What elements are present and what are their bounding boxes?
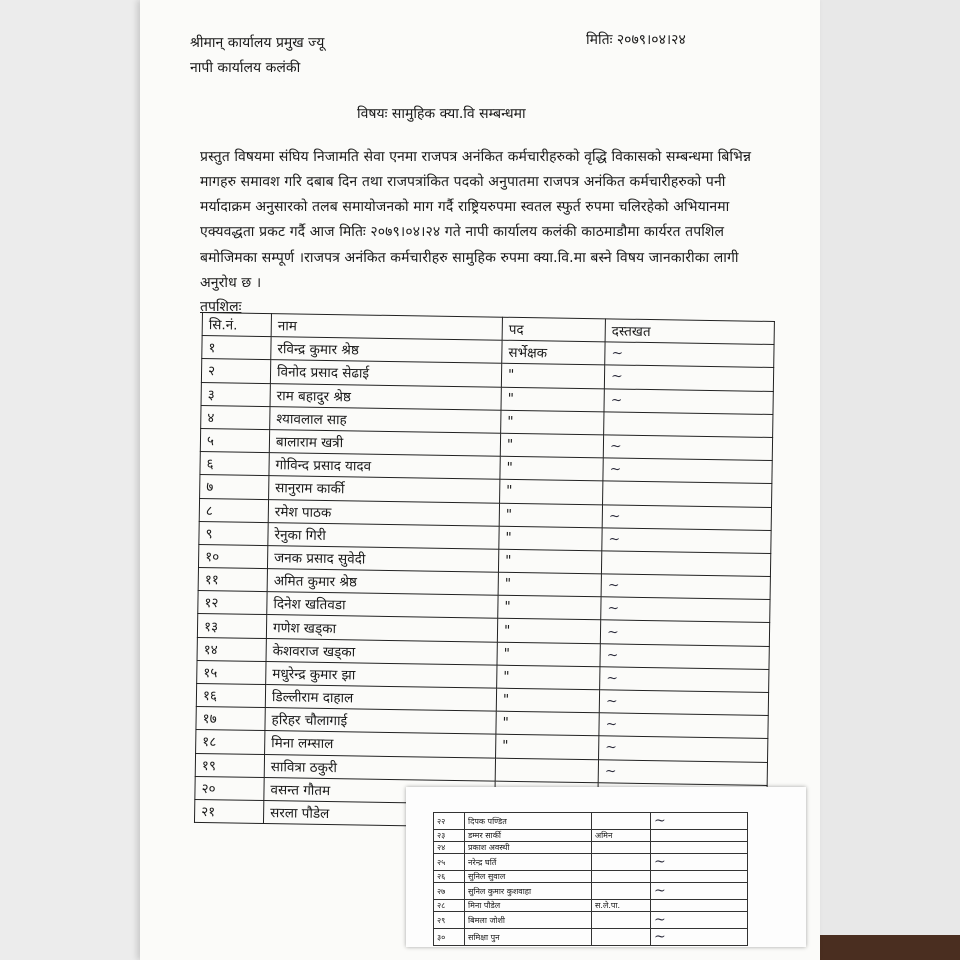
row-sn: १३ [197,614,266,638]
row-name: डिल्लीराम दाहाल [265,685,496,712]
row-post: सर्भेक्षक [502,340,605,365]
row-name: रमेश पाठक [268,499,499,526]
row-post: " [501,364,604,389]
row-signature: ~ [602,527,771,553]
row-sn: २२ [434,813,465,830]
row-name: सावित्रा ठकुरी [264,754,495,781]
row-name: दिनेश खतिवडा [267,592,498,619]
table-row [434,912,748,929]
row-name: जनक प्रसाद सुवेदी [267,545,498,572]
row-name: मिना लम्साल [265,731,496,758]
row-name: राम बहादुर श्रेष्ठ [270,383,501,410]
row-post: " [496,688,599,713]
row-signature: ~ [651,912,748,929]
row-signature [601,551,770,577]
body-line: मागहरु समावश गरि दबाब दिन तथा राजपत्रांकित पदको अनुपातमा राजपत्र अनंकित कर्मचारीहरुको पनी [200,174,726,190]
letter-date: मितिः २०७९।०४।२४ [586,32,686,48]
row-signature: ~ [601,597,770,623]
row-post: स.ले.पा. [592,900,651,912]
second-sheet-photo [406,787,806,947]
body-line: मर्यादाक्रम अनुसारको तलब समायोजनको माग गर्दै राष्ट्रियरुपमा स्वतल स्फुर्त रुपमा चलिरहेको अभियानमा [200,199,730,215]
row-post: " [497,642,600,667]
row-sn: १८ [196,730,265,754]
row-signature: ~ [600,620,769,646]
employee-table [194,312,775,832]
row-post: " [496,735,599,760]
row-name: दिपक पण्डित [465,813,592,830]
row-post [495,758,598,783]
row-sn: २५ [434,854,465,871]
row-sn: २० [195,776,264,800]
table-row [434,929,748,946]
row-sn: ८ [199,498,268,522]
row-post: " [500,480,603,505]
body-line: बमोजिमका सम्पूर्ण ।राजपत्र अनंकित कर्मचारीहरु सामुहिक रुपमा क्या.वि.मा बस्ने विषय जानकारीका लागी [200,250,739,266]
row-post: " [500,456,603,481]
row-post: " [496,711,599,736]
body-line: एक्यवद्धता प्रकट गर्दै आज मितिः २०७९।०४।२४ गते नापी कार्यालय कलंकी काठमाडौमा कार्यरत तपशिल [200,224,725,240]
header-name: नाम [271,314,502,341]
row-signature: ~ [602,504,771,530]
row-name: नरेन्द्र घर्ति [465,854,592,871]
row-name: समिक्षा पुन [465,929,592,946]
row-name: बिमला जोशी [465,912,592,929]
header-sn: सि.नं. [202,313,271,337]
row-post [592,813,651,830]
row-name: रेनुका गिरी [268,522,499,549]
row-post: " [498,549,601,574]
body-line: अनुरोध छ । [200,275,262,291]
tapsil-label: तपशिलः [200,299,242,315]
row-signature [651,871,748,883]
row-signature [651,900,748,912]
row-signature: ~ [651,929,748,946]
row-post [592,871,651,883]
row-signature [651,842,748,854]
row-name: रविन्द्र कुमार श्रेष्ठ [271,337,502,364]
row-sn: २ [201,359,270,383]
row-name: विनोद प्रसाद सेढाई [270,360,501,387]
row-sn: १४ [197,637,266,661]
row-post [592,842,651,854]
row-post [592,883,651,900]
header-post: पद [502,317,605,342]
row-name: मधुरेन्द्र कुमार झा [266,661,497,688]
row-sn: ६ [200,452,269,476]
row-sn: ३० [434,929,465,946]
row-sn: २१ [194,799,263,823]
table-row [434,854,748,871]
row-signature: ~ [601,574,770,600]
row-sn: १६ [196,683,265,707]
row-post: " [501,387,604,412]
row-sn: २४ [434,842,465,854]
row-name: प्रकाश अवस्थी [465,842,592,854]
row-name: अमित कुमार श्रेष्ठ [267,569,498,596]
background-table-edge [820,935,960,960]
row-post: अमिन [592,830,651,842]
row-sn: ४ [201,405,270,429]
row-sn: २६ [434,871,465,883]
row-signature: ~ [599,713,768,739]
row-name: सुनिल कुमार कुशवाहा [465,883,592,900]
row-name: बालाराम खत्री [269,430,500,457]
row-name: हरिहर चौलागाई [265,708,496,735]
table-row [434,830,748,842]
row-signature: ~ [604,365,773,391]
row-sn: १५ [197,660,266,684]
row-signature: ~ [600,643,769,669]
body-line: प्रस्तुत विषयमा संघिय निजामति सेवा एनमा राजपत्र अनंकित कर्मचारीहरुको वृद्धि विकासको सम्बन्धमा बिभिन्न [200,149,752,165]
row-post [592,854,651,871]
row-post: " [497,665,600,690]
row-name: सानुराम कार्की [269,476,500,503]
table-row [434,900,748,912]
row-signature [651,830,748,842]
row-signature: ~ [651,813,748,830]
row-signature: ~ [604,388,773,414]
row-name: सरला पौडेल [263,800,494,827]
row-sn: २९ [434,912,465,929]
row-signature: ~ [603,435,772,461]
row-sn: ३ [201,382,270,406]
row-sn: ७ [200,475,269,499]
row-post: " [501,410,604,435]
row-name: मिना पौडेल [465,900,592,912]
row-sn: १२ [198,591,267,615]
row-post: " [498,572,601,597]
row-sn: ९ [199,521,268,545]
row-signature: ~ [651,854,748,871]
row-sn: २७ [434,883,465,900]
row-signature [603,481,772,507]
second-sheet-table [433,812,748,946]
table-row [434,871,748,883]
row-name: केशवराज खड्का [266,638,497,665]
row-name: गोविन्द प्रसाद यादव [269,453,500,480]
row-post: " [497,619,600,644]
row-name: सुनिल सुवाल [465,871,592,883]
row-post: " [499,526,602,551]
table-row [434,883,748,900]
row-post [592,912,651,929]
row-name: श्यावलाल साह [270,406,501,433]
row-name: डम्मर सार्की [465,830,592,842]
row-signature: ~ [599,690,768,716]
row-signature: ~ [598,759,767,785]
row-post [592,929,651,946]
row-signature: ~ [605,342,774,368]
letter-subject: विषयः सामुहिक क्या.वि सम्बन्धमा [357,106,526,122]
row-sn: २८ [434,900,465,912]
row-sn: ५ [200,428,269,452]
header-signature: दस्तखत [605,319,774,345]
row-sn: ११ [198,568,267,592]
row-sn: २३ [434,830,465,842]
row-sn: १ [202,336,271,360]
row-post: " [500,433,603,458]
row-signature: ~ [600,667,769,693]
recipient-line-2: नापी कार्यालय कलंकी [190,60,301,76]
table-row [434,842,748,854]
background-right [820,0,960,960]
row-sn: १७ [196,707,265,731]
row-signature [604,412,773,438]
row-name: वसन्त गौतम [264,777,495,804]
row-signature: ~ [599,736,768,762]
row-signature: ~ [603,458,772,484]
table-row [434,813,748,830]
row-name: गणेश खड्का [266,615,497,642]
row-signature: ~ [651,883,748,900]
row-sn: १९ [195,753,264,777]
row-sn: १० [198,544,267,568]
recipient-line-1: श्रीमान् कार्यालय प्रमुख ज्यू [190,35,325,51]
row-post: " [499,503,602,528]
row-post: " [498,595,601,620]
